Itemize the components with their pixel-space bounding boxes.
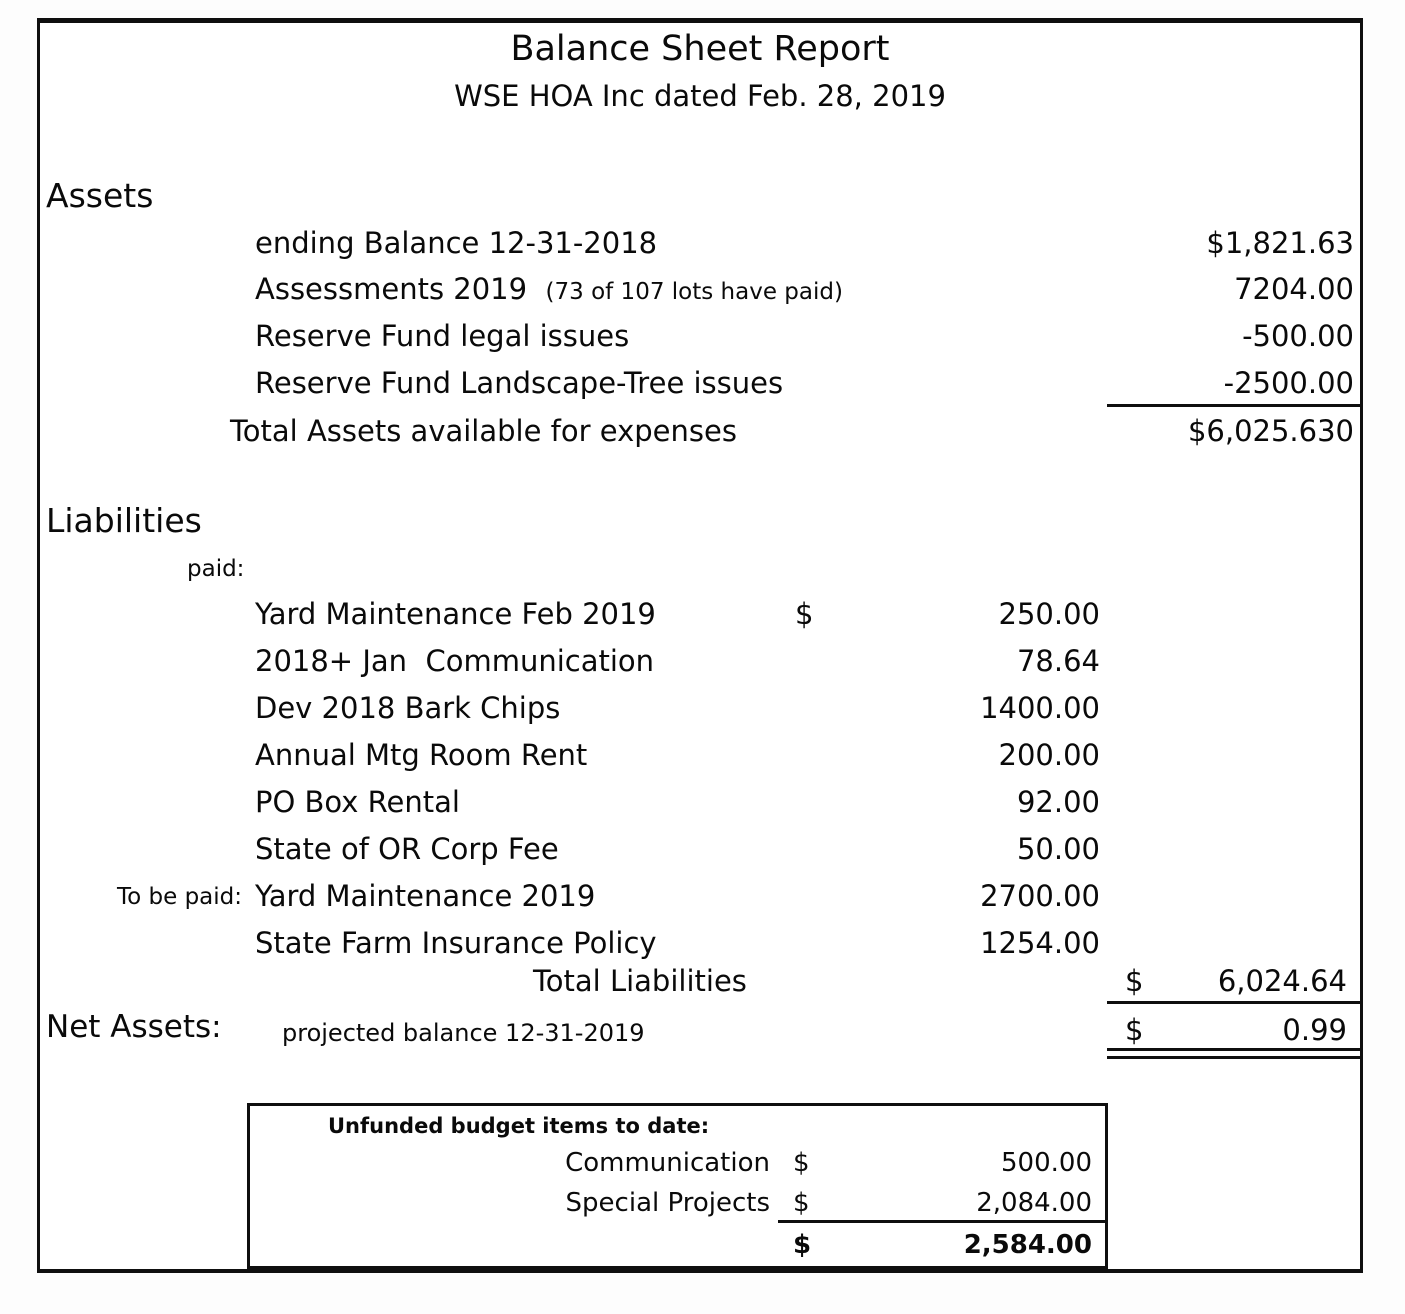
net-assets-note: projected balance 12-31-2019	[282, 1019, 645, 1047]
currency-symbol: $	[1125, 964, 1144, 998]
liability-row-label: 2018+ Jan Communication	[255, 644, 655, 678]
liabilities-section-heading: Liabilities	[46, 501, 202, 540]
paid-label: paid:	[187, 556, 245, 582]
assets-total-label: Total Assets available for expenses	[230, 414, 737, 448]
unfunded-row-label: Special Projects	[565, 1188, 770, 1218]
page-subtitle: WSE HOA Inc dated Feb. 28, 2019	[454, 79, 946, 113]
unfunded-row-label: Communication	[565, 1148, 770, 1178]
asset-row-amount: -500.00	[1242, 319, 1354, 353]
liability-row-label: State Farm Insurance Policy	[255, 926, 657, 960]
liability-row-amount: 78.64	[1016, 644, 1100, 678]
asset-row-amount: $1,821.63	[1206, 226, 1354, 260]
asset-row-label: Reserve Fund Landscape-Tree issues	[255, 366, 784, 400]
liability-row-label: State of OR Corp Fee	[255, 832, 559, 866]
liability-row-label: Yard Maintenance 2019	[255, 879, 596, 913]
unfunded-budget-box	[247, 1103, 1108, 1269]
currency-symbol: $	[1125, 1013, 1144, 1047]
currency-symbol: $	[793, 1188, 810, 1218]
balance-sheet-page	[37, 18, 1363, 1273]
asset-row-label: ending Balance 12-31-2018	[255, 226, 658, 260]
net-assets-heading: Net Assets:	[46, 1009, 222, 1045]
net-assets-amount: 0.99	[1282, 1013, 1347, 1047]
unfunded-total-amount: 2,584.00	[963, 1230, 1092, 1260]
unfunded-heading: Unfunded budget items to date:	[328, 1114, 710, 1138]
page-title: Balance Sheet Report	[510, 29, 890, 69]
liability-row-amount: 250.00	[998, 597, 1100, 631]
liability-row-amount: 200.00	[998, 738, 1100, 772]
liability-row-amount: 1254.00	[980, 926, 1100, 960]
unfunded-total-rule	[778, 1220, 1105, 1223]
liability-row-label: Dev 2018 Bark Chips	[255, 691, 561, 725]
liabilities-total-label: Total Liabilities	[533, 964, 747, 998]
asset-row-label: Assessments 2019 (73 of 107 lots have paid)	[255, 272, 843, 306]
unfunded-row-amount: 500.00	[1001, 1148, 1092, 1178]
liability-row-amount: 50.00	[1016, 832, 1100, 866]
asset-row-amount: 7204.00	[1234, 272, 1354, 306]
asset-row-amount: -2500.00	[1223, 366, 1354, 400]
liability-row-amount: 92.00	[1016, 785, 1100, 819]
liabilities-total-amount: 6,024.64	[1217, 964, 1347, 998]
liability-row-label: Annual Mtg Room Rent	[255, 738, 588, 772]
currency-symbol: $	[793, 1230, 812, 1260]
asset-row-label: Reserve Fund legal issues	[255, 319, 630, 353]
unfunded-row-amount: 2,084.00	[976, 1188, 1092, 1218]
liabilities-total-rule	[1107, 1001, 1360, 1004]
assets-total-rule	[1107, 404, 1360, 407]
assets-section-heading: Assets	[46, 176, 154, 215]
liability-row-label: PO Box Rental	[255, 785, 460, 819]
to-be-paid-label: To be paid:	[117, 884, 243, 910]
currency-symbol: $	[795, 597, 814, 631]
assets-total-amount: $6,025.630	[1187, 414, 1354, 448]
liability-row-amount: 2700.00	[980, 879, 1100, 913]
liability-row-label: Yard Maintenance Feb 2019	[255, 597, 656, 631]
net-assets-double-rule	[1107, 1048, 1360, 1059]
asset-row-note: (73 of 107 lots have paid)	[545, 279, 843, 305]
liability-row-amount: 1400.00	[980, 691, 1100, 725]
currency-symbol: $	[793, 1148, 810, 1178]
